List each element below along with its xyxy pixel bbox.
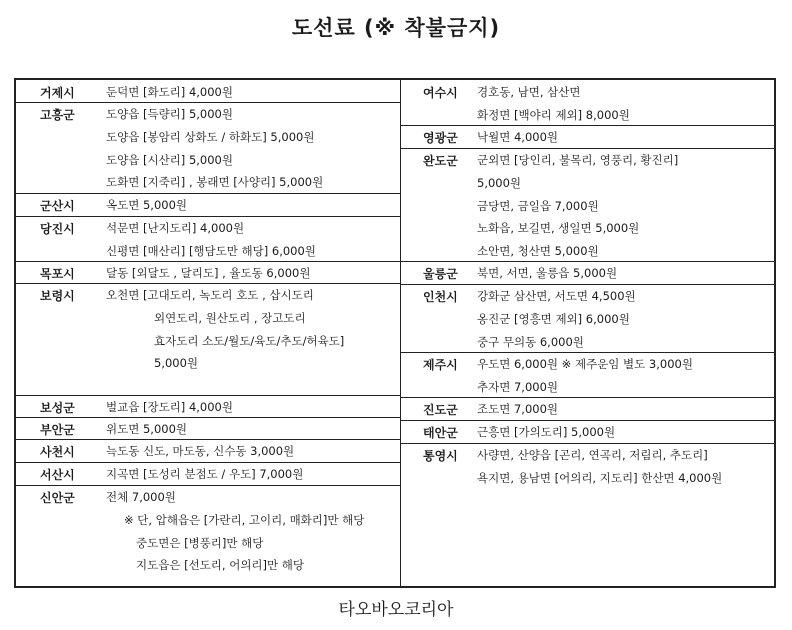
fee-line: 사량면, 산양읍 [곤리, 연곡리, 저림리, 추도리] [477,448,708,462]
region-name: 완도군 [423,154,458,168]
fee-line: 도양읍 [득량리] 5,000원 [106,107,233,121]
left-row-1 [16,102,400,194]
right-row-6 [401,397,774,421]
fee-line: 지곡면 [도성리 분점도 / 우도] 7,000원 [106,467,304,481]
fee-line: 화정면 [백야리 제외] 8,000원 [477,107,630,122]
fee-line: 도양읍 [봉암리 상화도 / 하화도] 5,000원 [106,129,315,144]
region-name: 태안군 [423,426,458,440]
right-row-4 [401,284,774,353]
fee-line: 중구 무의동 6,000원 [477,334,584,349]
fee-line: 옥도면 5,000원 [106,198,188,212]
region-name: 여수시 [423,86,458,100]
fee-line: 신평면 [매산리] [행담도만 해당] 6,000원 [106,243,316,258]
right-row-2 [401,148,774,262]
region-name: 신안군 [40,491,75,505]
fee-line: 강화군 삼산면, 서도면 4,500원 [477,289,636,303]
left-row-2 [16,193,400,217]
fee-line: 도화면 [지죽리] , 봉래면 [사양리] 5,000원 [106,175,324,190]
region-name: 부안군 [40,423,75,437]
fee-line: 5,000원 [154,356,199,371]
region-name: 거제시 [40,86,75,100]
right-row-7 [401,420,774,444]
region-name: 통영시 [423,449,458,463]
left-row-5 [16,283,400,396]
fee-line: 중도면은 [병풍리]만 해당 [136,535,264,550]
region-name: 제주시 [423,358,458,372]
region-name: 인천시 [423,290,458,304]
region-name: 서산시 [40,468,75,482]
fee-line: 효자도리 소도/월도/육도/추도/허육도] [154,333,345,348]
right-column [401,80,774,586]
left-row-6 [16,395,400,418]
fee-line: 옹진군 [영흥면 제외] 6,000원 [477,311,630,326]
fee-line: 조도면 7,000원 [477,402,559,416]
right-row-1 [401,125,774,149]
fee-line: 도양읍 [시산리] 5,000원 [106,152,233,167]
fee-line: 근흥면 [가의도리] 5,000원 [477,425,616,439]
fee-line: 소안면, 청산면 5,000원 [477,244,599,259]
fee-line: 낙월면 4,000원 [477,130,559,144]
left-row-4 [16,261,400,284]
fee-line: ※ 단, 압해읍은 [가란리, 고이리, 매화리]만 해당 [124,512,365,527]
region-name: 군산시 [40,199,75,213]
region-name: 보령시 [40,289,75,303]
region-name: 고흥군 [40,108,75,122]
left-row-9 [16,462,400,486]
page-title: 도선료 (※ 착불금지) [291,16,501,40]
fee-line: 지도읍은 [선도리, 어의리]만 해당 [136,558,305,573]
fee-line: 우도면 6,000원 ※ 제주운임 별도 3,000원 [477,357,693,371]
fee-table [14,78,776,588]
right-row-8 [401,443,774,586]
region-name: 사천시 [40,445,75,459]
fee-line: 벌교읍 [장도리] 4,000원 [106,400,233,414]
fee-line: 경호동, 남면, 삼산면 [477,85,581,99]
fee-line: 5,000원 [477,175,522,190]
fee-line: 전체 7,000원 [106,490,176,504]
left-row-3 [16,216,400,262]
right-row-5 [401,352,774,398]
fee-line: 오천면 [고대도리, 녹도리 호도 , 삽시도리 [106,288,314,302]
fee-line: 추자면 7,000원 [477,379,559,394]
left-row-10 [16,485,400,586]
region-name: 진도군 [423,403,458,417]
left-row-8 [16,439,400,463]
fee-line: 석문면 [난지도리] 4,000원 [106,221,245,235]
fee-line: 금당면, 금일읍 7,000원 [477,198,599,213]
right-row-3 [401,261,774,285]
region-name: 보성군 [40,401,75,415]
fee-line: 달동 [외달도 , 달리도] , 율도동 6,000원 [106,266,311,280]
fee-line: 위도면 5,000원 [106,422,188,436]
right-row-0 [401,80,774,126]
fee-line: 군외면 [당인리, 불목리, 영풍리, 황진리] [477,153,679,167]
left-column [16,80,401,586]
fee-line: 북면, 서면, 울릉읍 5,000원 [477,266,618,280]
fee-line: 노화읍, 보길면, 생일면 5,000원 [477,221,640,236]
fee-line: 둔덕면 [화도리] 4,000원 [106,85,233,99]
fee-line: 늑도동 신도, 마도동, 신수동 3,000원 [106,444,295,458]
fee-line: 외연도리, 원산도리 , 장고도리 [154,310,306,325]
footer-brand: 타오바오코리아 [338,600,454,620]
fee-line: 욕지면, 용남면 [어의리, 지도리] 한산면 4,000원 [477,470,723,485]
left-row-7 [16,417,400,440]
region-name: 목포시 [40,267,75,281]
region-name: 영광군 [423,131,458,145]
region-name: 울릉군 [423,267,458,281]
left-row-0 [16,80,400,103]
region-name: 당진시 [40,222,75,236]
